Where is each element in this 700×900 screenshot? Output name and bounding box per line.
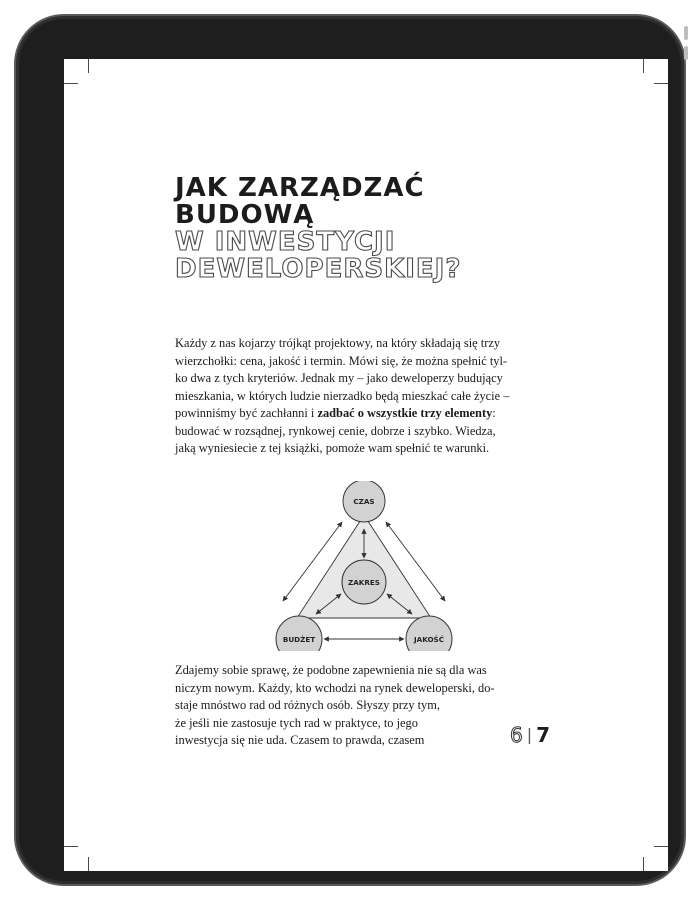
page-number-right: 7 xyxy=(536,723,551,747)
tablet-side-button-top xyxy=(684,26,688,40)
text-line: niczym nowym. Każdy, kto wchodzi na rynek deweloperski, do- xyxy=(175,680,495,695)
crop-mark xyxy=(64,846,78,847)
text-line: wierzchołki: cena, jakość i termin. Mówi się, że można spełnić tyl- xyxy=(175,353,508,368)
node-label-jakosc: JAKOŚĆ xyxy=(413,635,445,644)
text-line: jaką wyniesiecie z tej książki, pomoże wam spełnić te warunki. xyxy=(175,441,490,455)
title-line-3: W INWESTYCJI xyxy=(175,227,396,257)
title-line-4: DEWELOPERSKIEJ? xyxy=(175,254,462,284)
text-line: budować w rozsądnej, rynkowej cenie, dobrze i szybko. Wiedza, xyxy=(175,423,496,438)
page-screen xyxy=(64,59,668,871)
text-line: inwestycja się nie uda. Czasem to prawda, czasem xyxy=(175,733,425,747)
chapter-title xyxy=(175,175,461,283)
crop-mark xyxy=(654,83,668,84)
node-czas xyxy=(343,481,385,522)
text-line: mieszkania, w których ludzie nierzadko będą mieszkać całe życie – xyxy=(175,388,510,403)
tablet-side-button-bottom xyxy=(684,46,688,60)
node-jakosc xyxy=(406,616,452,651)
title-line-2: BUDOWĄ xyxy=(175,200,315,230)
crop-mark xyxy=(643,59,644,73)
project-triangle-diagram xyxy=(254,481,474,651)
body-paragraph xyxy=(175,662,555,750)
text-line: ko dwa z tych kryteriów. Jednak my – jako deweloperzy budujący xyxy=(175,371,503,385)
text-line: Zdajemy sobie sprawę, że podobne zapewnienia nie są dla was xyxy=(175,663,487,677)
page-number-left: 6 xyxy=(510,723,523,747)
node-zakres xyxy=(342,560,386,604)
crop-mark xyxy=(88,59,89,73)
text-run: powinniśmy być zachłanni i xyxy=(175,406,318,420)
text-line: Każdy z nas kojarzy trójkąt projektowy, na który składają się trzy xyxy=(175,336,501,350)
text-line: że jeśli nie zastosuje tych rad w praktyce, to jego xyxy=(175,715,418,730)
bold-emphasis: zadbać o wszystkie trzy elementy xyxy=(317,406,493,420)
crop-mark xyxy=(64,83,78,84)
title-line-1: JAK ZARZĄDZAĆ xyxy=(175,173,425,203)
crop-mark xyxy=(654,846,668,847)
text-line xyxy=(175,405,555,423)
intro-paragraph xyxy=(175,335,555,458)
crop-mark xyxy=(643,857,644,871)
text-run: : xyxy=(492,406,496,420)
tablet-frame xyxy=(14,14,686,886)
text-line: staje mnóstwo rad od różnych osób. Słyszy przy tym, xyxy=(175,698,440,712)
page-numbers xyxy=(510,723,550,747)
crop-mark xyxy=(88,857,89,871)
node-label-budzet: BUDŻET xyxy=(282,635,316,644)
node-label-czas: CZAS xyxy=(353,497,375,506)
node-budzet xyxy=(276,616,322,651)
node-label-zakres: ZAKRES xyxy=(348,578,380,587)
page-number-separator: | xyxy=(526,725,533,744)
